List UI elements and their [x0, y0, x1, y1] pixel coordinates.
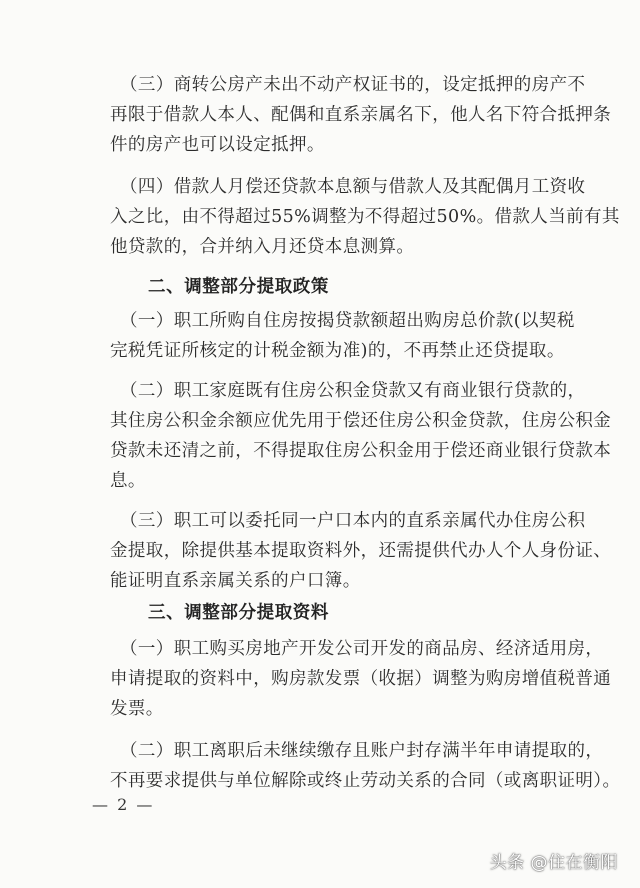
text-line: （三）商转公房产未出不动产权证书的，设定抵押的房产不 [120, 75, 586, 95]
text-line: （二）职工家庭既有住房公积金贷款又有商业银行贷款的， [120, 381, 586, 401]
section-heading-withdrawal-materials: 三、调整部分提取资料 [148, 603, 329, 623]
text-line: 件的房产也可以设定抵押。 [110, 135, 325, 155]
text-line: 贷款未还清之前，不得提取住房公积金用于偿还商业银行贷款本 [110, 441, 612, 461]
text-line: 息。 [110, 471, 146, 491]
text-line: （一）职工所购自住房按揭贷款额超出购房总价款(以契税 [120, 311, 575, 331]
text-line: （一）职工购买房地产开发公司开发的商品房、经济适用房， [120, 639, 604, 659]
text-line: （四）借款人月偿还贷款本息额与借款人及其配偶月工资收 [120, 177, 586, 197]
text-line: 金提取，除提供基本提取资料外，还需提供代办人个人身份证、 [110, 541, 612, 561]
text-line: 再限于借款人本人、配偶和直系亲属名下，他人名下符合抵押条 [110, 105, 612, 125]
paragraph-loan-over-price [110, 306, 575, 366]
text-line: 能证明直系亲属关系的户口簿。 [110, 571, 361, 591]
page-number: — 2 — [92, 795, 155, 814]
section-heading-withdrawal-policy: 二、调整部分提取政策 [148, 277, 329, 297]
text-line: 申请提取的资料中，购房款发票（收据）调整为购房增值税普通 [110, 669, 612, 689]
paragraph-dual-loans [110, 376, 612, 496]
text-line: 入之比，由不得超过55%调整为不得超过50%。借款人当前有其 [110, 207, 620, 227]
watermark-text: 头条 @住在衡阳 [489, 853, 618, 873]
text-line: （二）职工离职后未继续缴存且账户封存满半年申请提取的， [120, 741, 604, 761]
text-line: 完税凭证所核定的计税金额为准)的，不再禁止还贷提取。 [110, 341, 565, 361]
paragraph-relative-proxy [110, 506, 612, 596]
paragraph-resignation [110, 736, 621, 796]
text-line: 不再要求提供与单位解除或终止劳动关系的合同（或离职证明）。 [110, 771, 621, 791]
paragraph-invoice [110, 634, 612, 724]
text-line: 发票。 [110, 699, 164, 719]
paragraph-mortgage-property [110, 70, 612, 160]
paragraph-repayment-ratio [110, 172, 620, 262]
text-line: （三）职工可以委托同一户口本内的直系亲属代办住房公积 [120, 511, 586, 531]
text-line: 其住房公积金余额应优先用于偿还住房公积金贷款，住房公积金 [110, 411, 612, 431]
text-line: 他贷款的，合并纳入月还贷本息测算。 [110, 237, 415, 257]
